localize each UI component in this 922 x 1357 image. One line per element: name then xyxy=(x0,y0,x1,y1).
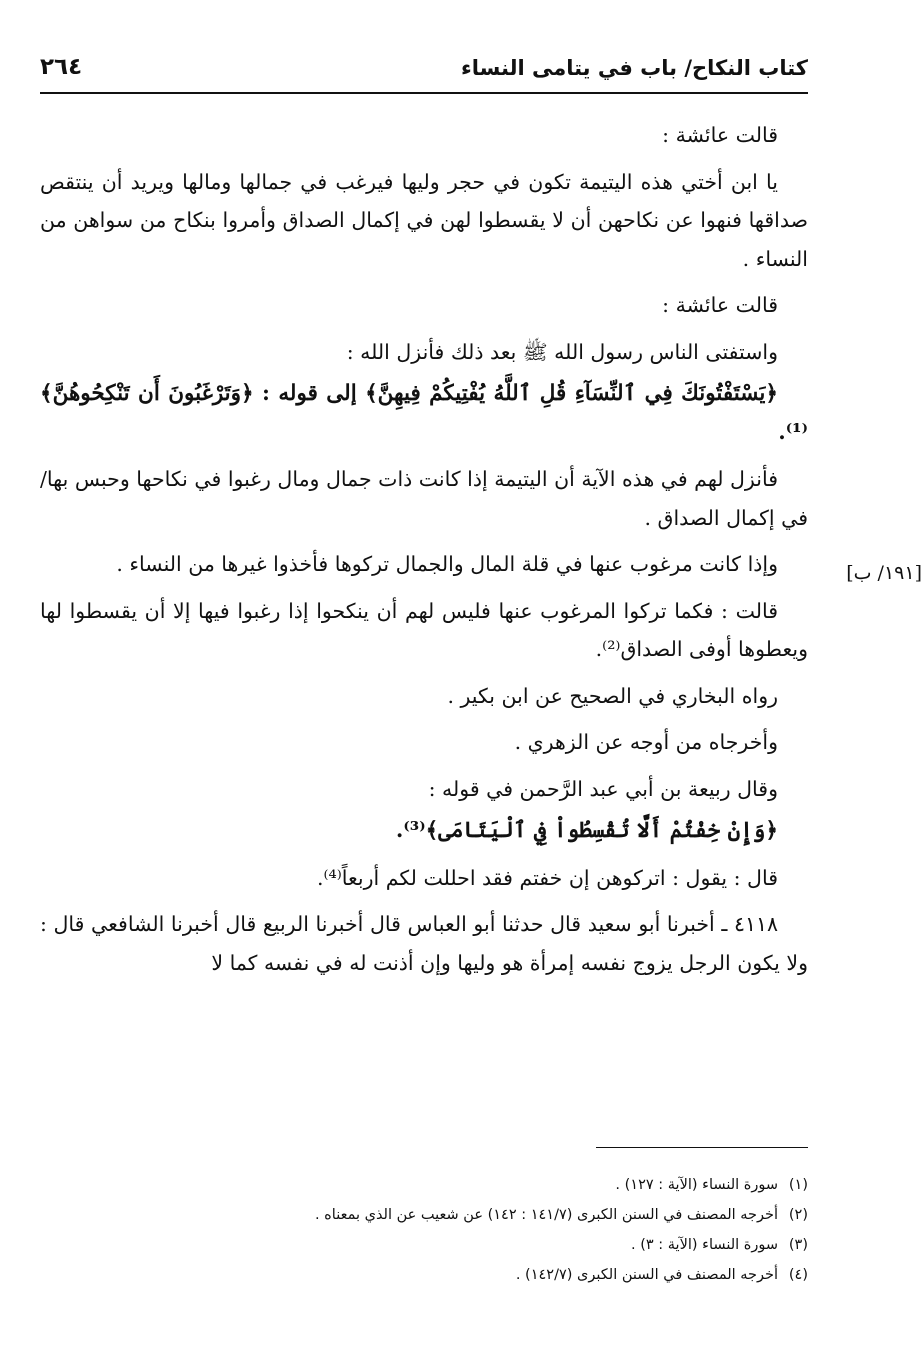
footnote-text: سورة النساء (الآية : ٣) . xyxy=(630,1237,778,1253)
footnote-text: سورة النساء (الآية : ١٢٧) . xyxy=(615,1177,778,1193)
paragraph: واستفتى الناس رسول الله ﷺ بعد ذلك فأنزل الله : xyxy=(346,339,778,364)
paragraph: رواه البخاري في الصحيح عن ابن بكير . xyxy=(447,683,778,708)
footnote xyxy=(40,1170,808,1200)
paragraph: يا ابن أختي هذه اليتيمة تكون في حجر وليها فيرغب في جمالها ومالها ويريد أن ينتقص صداقها فنهوا عن نكاحهن أن لا يقسطوا لهن في إكمال الصداق وأمروا بنكاح من سواهن من النساء . xyxy=(40,169,808,271)
paragraph: قالت عائشة : xyxy=(662,123,778,147)
footnote-text: أخرجه المصنف في السنن الكبرى (١٤٢/٧) . xyxy=(515,1267,778,1283)
paragraph: فأنزل لهم في هذه الآية أن اليتيمة إذا كانت ذات جمال ومال رغبوا في نكاحها وحبس بها/ في إكمال الصداق . xyxy=(40,467,808,530)
margin-folio-note: [١٩١/ ب] xyxy=(846,562,922,584)
paragraph: قال : يقول : اتركوهن إن خفتم فقد احللت لكم أربعاً⁽⁴⁾. xyxy=(316,865,778,890)
footnote-number: (٤) xyxy=(788,1267,808,1283)
page-number: ٢٦٤ xyxy=(40,54,83,80)
footnote-number: (٣) xyxy=(788,1237,808,1253)
footnote xyxy=(40,1230,808,1260)
hadith-paragraph: ٤١١٨ ـ أخبرنا أبو سعيد قال حدثنا أبو العباس قال أخبرنا الربيع قال أخبرنا الشافعي قال : ولا يكون الرجل يزوج نفسه إمرأة هو وليها وإن أذنت له في نفسه كما لا xyxy=(40,912,808,975)
running-title: كتاب النكاح/ باب في يتامى النساء xyxy=(461,56,808,80)
footnote-number: (٢) xyxy=(788,1207,808,1223)
footnote-text: أخرجه المصنف في السنن الكبرى (١٤١/٧ : ١٤٢) عن شعيب عن الذي بمعناه . xyxy=(314,1207,778,1223)
paragraph: وقال ربيعة بن أبي عبد الرَّحمن في قوله : xyxy=(428,776,778,801)
quran-quote: ﴿وَإِنْ خِفْتُمْ أَلَّا تُقْسِطُواْ فِي ٱلْيَتَامَى﴾⁽³⁾. xyxy=(395,818,778,843)
paragraph: وأخرجاه من أوجه عن الزهري . xyxy=(514,730,778,754)
footnote xyxy=(40,1260,808,1290)
paragraph: قالت : فكما تركوا المرغوب عنها فليس لهم أن ينكحوا إذا رغبوا فيها إلا أن يقسطوا لها ويعطوها أوفى الصداق⁽²⁾. xyxy=(40,598,808,661)
footnote-number: (١) xyxy=(788,1177,808,1193)
footnotes xyxy=(40,1170,808,1290)
paragraph: قالت عائشة : xyxy=(662,293,778,317)
page-body xyxy=(40,116,808,990)
footnote-separator xyxy=(596,1147,808,1148)
page-header xyxy=(40,50,808,94)
paragraph: وإذا كانت مرغوب عنها في قلة المال والجمال تركوها فأخذوا غيرها من النساء . xyxy=(116,552,778,576)
quran-quote: ﴿يَسْتَفْتُونَكَ فِي ٱلنِّسَآءِ قُلِ ٱللَّهُ يُفْتِيكُمْ فِيهِنَّ﴾ إلى قوله : ﴿وَتَرْغَبُونَ أَن تَنْكِحُوهُنَّ﴾⁽¹⁾. xyxy=(40,381,808,445)
footnote xyxy=(40,1200,808,1230)
